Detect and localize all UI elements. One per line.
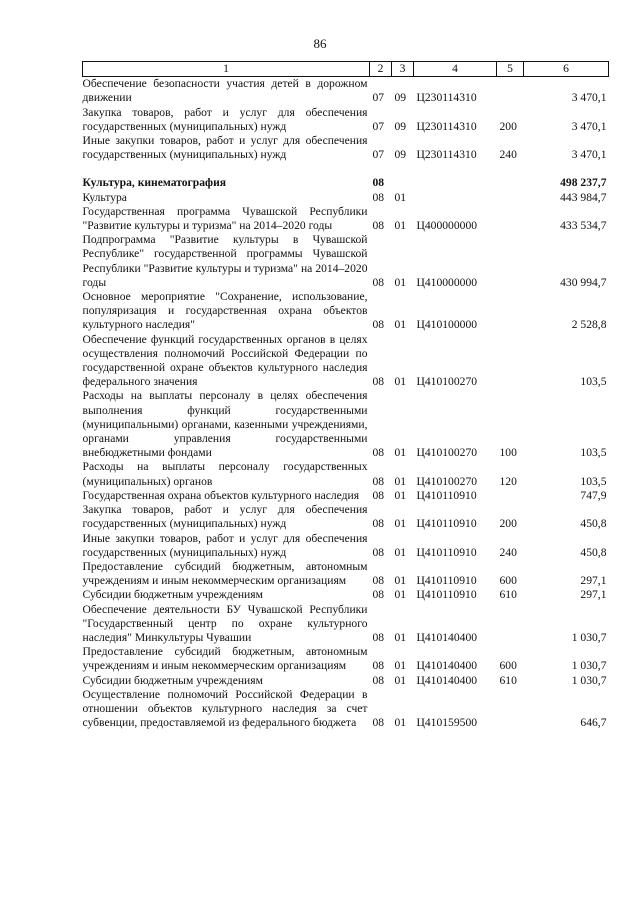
row-section-cell: 08 xyxy=(372,176,385,190)
row-expense-type-cell xyxy=(497,603,524,646)
table-row xyxy=(83,674,609,688)
row-target-item-cell: Ц410140400 xyxy=(416,673,478,687)
row-name-cell: Расходы на выплаты персоналу в целях обеспечения выполнения функций государственными (муниципальными) органами, казенными учреждениями, органами управления государственными внебюджетными фондами xyxy=(82,389,368,460)
row-expense-type-cell: 240 xyxy=(499,148,517,162)
row-target-item-cell: Ц410110910 xyxy=(416,545,477,559)
row-subsection-cell: 01 xyxy=(394,488,407,502)
row-section-cell: 08 xyxy=(372,716,385,730)
row-section-cell: 08 xyxy=(372,545,385,559)
row-expense-type-cell xyxy=(497,333,524,390)
row-amount-cell: 1 030,7 xyxy=(571,673,607,687)
row-amount-cell: 450,8 xyxy=(580,545,607,559)
table-row xyxy=(83,106,609,134)
row-subsection-cell: 01 xyxy=(394,375,407,389)
row-subsection-cell: 01 xyxy=(394,219,407,233)
row-target-item-cell: Ц230114310 xyxy=(416,119,477,133)
table-row xyxy=(83,205,609,233)
row-section-cell: 07 xyxy=(372,119,385,133)
row-subsection-cell: 01 xyxy=(394,659,407,673)
header-cell-name: 1 xyxy=(83,62,370,77)
row-name-cell: Предоставление субсидий бюджетным, автономным учреждениям и иным некоммерческим организациям xyxy=(82,645,368,673)
row-amount-cell: 1 030,7 xyxy=(571,630,607,644)
row-target-item-cell: Ц400000000 xyxy=(416,219,478,233)
row-amount-cell: 3 470,1 xyxy=(571,91,607,105)
row-name-cell: Субсидии бюджетным учреждениям xyxy=(82,673,263,687)
budget-table xyxy=(82,61,609,730)
row-target-item-cell: Ц230114310 xyxy=(416,148,477,162)
row-amount-cell: 297,1 xyxy=(580,574,607,588)
row-section-cell: 08 xyxy=(372,517,385,531)
row-expense-type-cell xyxy=(497,191,524,205)
table-row xyxy=(83,77,609,106)
table-row xyxy=(83,603,609,646)
row-target-item-cell: Ц410100270 xyxy=(416,446,478,460)
row-target-item-cell: Ц410159500 xyxy=(416,716,478,730)
row-name-cell: Иные закупки товаров, работ и услуг для обеспечения государственных (муниципальных) нужд xyxy=(82,531,368,559)
row-target-item-cell: Ц410110910 xyxy=(416,517,477,531)
row-subsection-cell: 01 xyxy=(394,318,407,332)
row-section-cell: 08 xyxy=(372,190,385,204)
row-subsection-cell: 09 xyxy=(394,119,407,133)
row-section-cell: 08 xyxy=(372,219,385,233)
row-amount-cell: 430 994,7 xyxy=(560,275,607,289)
row-expense-type-cell xyxy=(497,205,524,233)
table-row xyxy=(83,489,609,503)
row-target-item-cell: Ц410140400 xyxy=(416,630,478,644)
spacer-row xyxy=(83,162,609,176)
row-amount-cell: 433 534,7 xyxy=(560,219,607,233)
row-name-cell: Обеспечение безопасности участия детей в дорожном движении xyxy=(82,77,368,105)
row-target-item-cell: Ц410000000 xyxy=(416,275,478,289)
header-cell-section: 2 xyxy=(370,62,392,77)
row-name-cell: Иные закупки товаров, работ и услуг для обеспечения государственных (муниципальных) нужд xyxy=(82,134,368,162)
row-target-item-cell: Ц410110910 xyxy=(416,488,477,502)
row-subsection-cell: 01 xyxy=(394,545,407,559)
spacer-cell xyxy=(83,162,609,176)
row-amount-cell: 747,9 xyxy=(580,488,607,502)
row-subsection-cell: 09 xyxy=(394,91,407,105)
row-subsection-cell: 01 xyxy=(394,190,407,204)
row-subsection-cell: 01 xyxy=(394,275,407,289)
table-row xyxy=(83,134,609,162)
row-amount-cell: 1 030,7 xyxy=(571,659,607,673)
row-name-cell: Культура xyxy=(82,190,127,204)
row-section-cell: 08 xyxy=(372,488,385,502)
row-expense-type-cell xyxy=(497,489,524,503)
row-amount-cell: 3 470,1 xyxy=(571,119,607,133)
row-expense-type-cell: 120 xyxy=(499,474,517,488)
row-subsection-cell: 01 xyxy=(394,630,407,644)
row-target-item-cell: Ц410110910 xyxy=(416,574,477,588)
row-amount-cell: 103,5 xyxy=(580,446,607,460)
table-row xyxy=(83,176,609,190)
table-row xyxy=(83,560,609,588)
row-name-cell: Субсидии бюджетным учреждениям xyxy=(82,588,263,602)
row-name-cell: Закупка товаров, работ и услуг для обеспечения государственных (муниципальных) нужд xyxy=(82,503,368,531)
row-expense-type-cell: 100 xyxy=(499,446,517,460)
table-row xyxy=(83,233,609,290)
header-cell-expense-type: 5 xyxy=(497,62,524,77)
row-subsection-cell: 01 xyxy=(394,446,407,460)
row-name-cell: Культура, кинематография xyxy=(82,176,227,190)
row-section-cell: 08 xyxy=(372,318,385,332)
row-expense-type-cell: 600 xyxy=(499,574,517,588)
row-expense-type-cell: 600 xyxy=(499,659,517,673)
row-section-cell: 08 xyxy=(372,659,385,673)
row-target-item-cell xyxy=(414,191,497,205)
row-name-cell: Основное мероприятие "Сохранение, использование, популяризация и государственная охрана объектов культурного наследия" xyxy=(82,290,368,332)
row-expense-type-cell: 610 xyxy=(499,588,517,602)
table-row xyxy=(83,688,609,731)
row-section-cell: 07 xyxy=(372,91,385,105)
header-cell-subsection: 3 xyxy=(392,62,414,77)
table-row xyxy=(83,333,609,390)
row-name-cell: Предоставление субсидий бюджетным, автономным учреждениям и иным некоммерческим организациям xyxy=(82,559,368,588)
row-expense-type-cell xyxy=(497,233,524,290)
row-expense-type-cell: 200 xyxy=(499,517,517,531)
row-expense-type-cell xyxy=(497,688,524,731)
row-subsection-cell: 01 xyxy=(394,588,407,602)
table-row xyxy=(83,191,609,205)
row-section-cell: 08 xyxy=(372,474,385,488)
row-subsection-cell: 01 xyxy=(394,673,407,687)
row-target-item-cell: Ц410100270 xyxy=(416,375,478,389)
row-expense-type-cell xyxy=(497,176,524,190)
table-body xyxy=(83,77,609,731)
row-section-cell: 08 xyxy=(372,446,385,460)
row-target-item-cell: Ц410140400 xyxy=(416,659,478,673)
row-amount-cell: 646,7 xyxy=(580,716,607,730)
row-subsection-cell: 09 xyxy=(394,148,407,162)
header-cell-amount: 6 xyxy=(524,62,609,77)
row-amount-cell: 443 984,7 xyxy=(560,190,607,204)
row-name-cell: Подпрограмма "Развитие культуры в Чувашской Республике" государственной программы Чувашской Республики "Развитие культуры и туризма" на 2014–2020 годы xyxy=(82,233,368,289)
row-target-item-cell: Ц410100000 xyxy=(416,318,478,332)
table-row xyxy=(83,290,609,333)
row-target-item-cell xyxy=(414,176,497,190)
page-number: 86 xyxy=(313,36,327,51)
row-subsection-cell xyxy=(392,176,414,190)
row-section-cell: 08 xyxy=(372,630,385,644)
row-amount-cell: 103,5 xyxy=(580,474,607,488)
row-name-cell: Государственная программа Чувашской Республики "Развитие культуры и туризма" на 2014–2020 годы xyxy=(82,204,368,233)
row-subsection-cell: 01 xyxy=(394,574,407,588)
table-header-row xyxy=(83,62,609,77)
row-amount-cell: 3 470,1 xyxy=(571,148,607,162)
table-row xyxy=(83,645,609,673)
row-target-item-cell: Ц230114310 xyxy=(416,91,477,105)
row-section-cell: 07 xyxy=(372,148,385,162)
row-section-cell: 08 xyxy=(372,673,385,687)
row-amount-cell: 297,1 xyxy=(580,588,607,602)
row-section-cell: 08 xyxy=(372,574,385,588)
row-expense-type-cell: 610 xyxy=(499,673,517,687)
row-name-cell: Расходы на выплаты персоналу государственных (муниципальных) органов xyxy=(82,460,368,488)
row-section-cell: 08 xyxy=(372,275,385,289)
row-amount-cell: 103,5 xyxy=(580,375,607,389)
row-target-item-cell: Ц410110910 xyxy=(416,588,477,602)
row-subsection-cell: 01 xyxy=(394,474,407,488)
row-name-cell: Обеспечение деятельности БУ Чувашской Республики "Государственный центр по охране культурного наследия" Минкультуры Чувашии xyxy=(82,602,368,644)
row-expense-type-cell: 240 xyxy=(499,545,517,559)
row-expense-type-cell xyxy=(497,77,524,106)
row-amount-cell: 498 237,7 xyxy=(560,176,607,190)
row-section-cell: 08 xyxy=(372,588,385,602)
table-row xyxy=(83,532,609,560)
row-subsection-cell: 01 xyxy=(394,716,407,730)
row-amount-cell: 450,8 xyxy=(580,517,607,531)
row-name-cell: Обеспечение функций государственных органов в целях осуществления полномочий Российской Федерации по государственной охране объектов культурного наследия федерального значения xyxy=(82,332,368,389)
table-row xyxy=(83,389,609,460)
row-expense-type-cell xyxy=(497,290,524,333)
row-section-cell: 08 xyxy=(372,375,385,389)
row-amount-cell: 2 528,8 xyxy=(571,318,607,332)
row-expense-type-cell: 200 xyxy=(499,119,517,133)
table-row xyxy=(83,503,609,531)
row-subsection-cell: 01 xyxy=(394,517,407,531)
row-target-item-cell: Ц410100270 xyxy=(416,474,478,488)
row-name-cell: Закупка товаров, работ и услуг для обеспечения государственных (муниципальных) нужд xyxy=(82,105,368,133)
table-row xyxy=(83,588,609,602)
header-cell-target-item: 4 xyxy=(414,62,497,77)
row-name-cell: Осуществление полномочий Российской Федерации в отношении объектов культурного наследия за счет субвенции, предоставляемой из федерального бюджета xyxy=(82,687,368,730)
table-row xyxy=(83,460,609,488)
row-name-cell: Государственная охрана объектов культурного наследия xyxy=(82,488,360,502)
